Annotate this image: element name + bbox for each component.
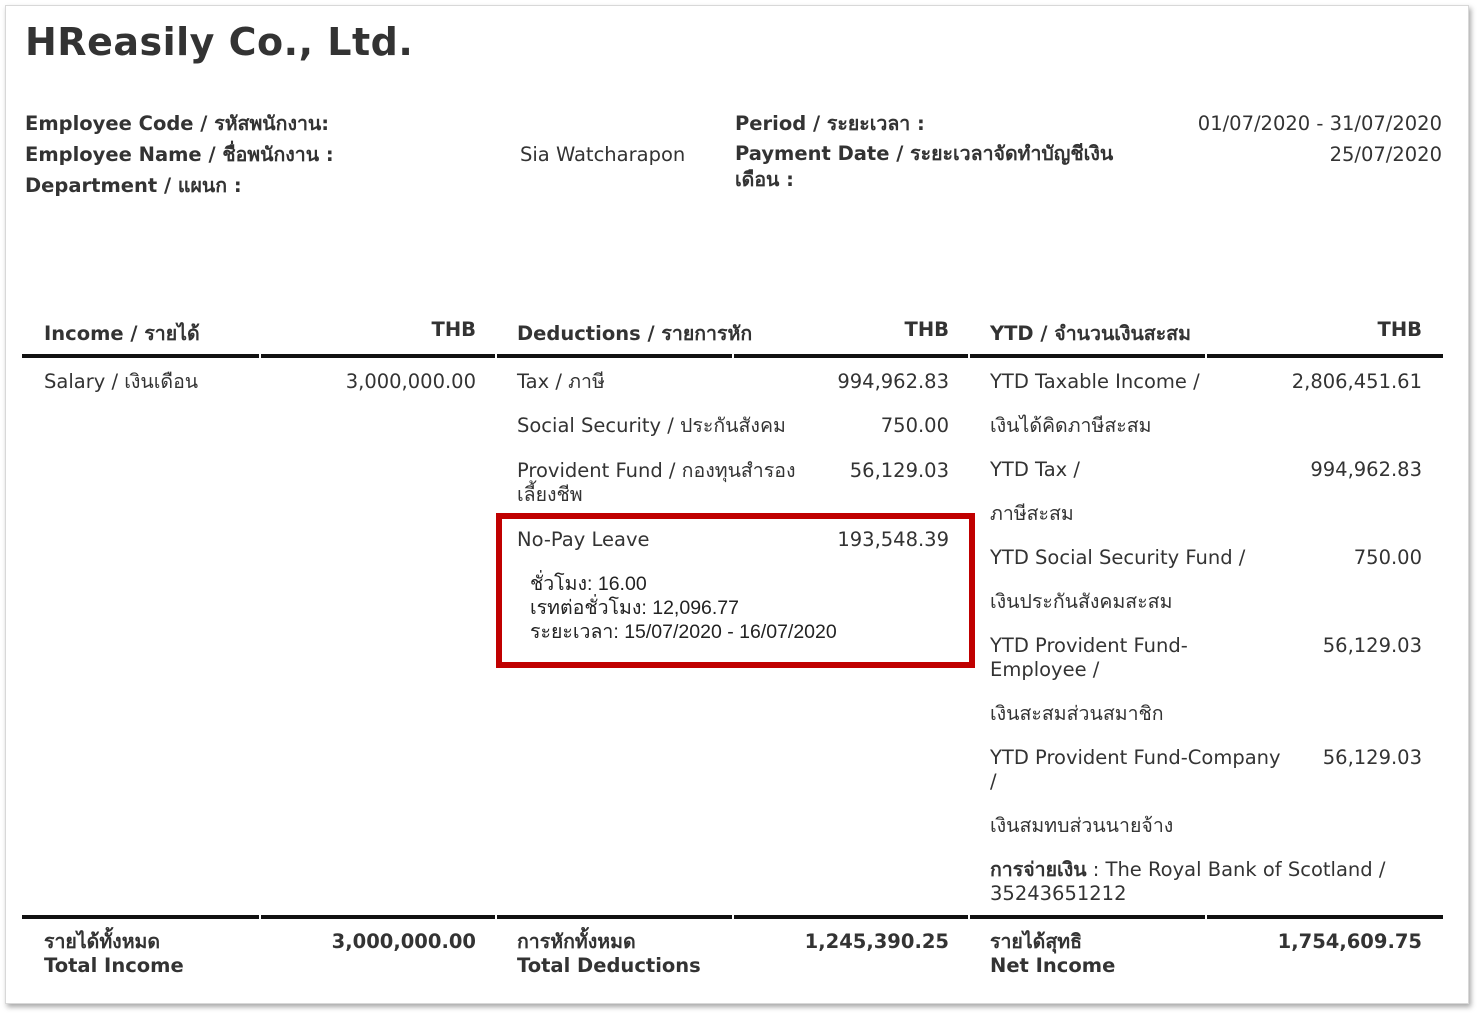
- total-income-label: [44, 930, 184, 978]
- ytd-social-security-label: YTD Social Security Fund /: [990, 546, 1246, 569]
- ytd-provident-company-label-th: เงินสมทบส่วนนายจ้าง: [990, 814, 1174, 837]
- ytd-provident-employee-label-th: เงินสะสมส่วนสมาชิก: [990, 702, 1164, 725]
- ytd-taxable-income-label: YTD Taxable Income /: [990, 370, 1200, 393]
- ytd-header: YTD / จำนวนเงินสะสม: [990, 322, 1191, 345]
- total-deductions-label-en: Total Deductions: [517, 954, 701, 977]
- total-deductions-value: 1,245,390.25: [804, 930, 949, 953]
- period-label: Period / ระยะเวลา :: [735, 112, 925, 135]
- ytd-tax-amount: 994,962.83: [1310, 458, 1422, 481]
- income-item-amount: 3,000,000.00: [345, 370, 476, 393]
- deduction-provident-fund-label-line2: เลี้ยงชีพ: [517, 483, 583, 506]
- deduction-tax-amount: 994,962.83: [837, 370, 949, 393]
- deduction-no-pay-leave-label: No-Pay Leave: [517, 528, 650, 551]
- leave-hourly-rate: เรทต่อชั่วโมง: 12,096.77: [530, 597, 739, 619]
- deduction-provident-fund-label: [517, 459, 795, 507]
- ytd-tax-label: YTD Tax /: [990, 458, 1080, 481]
- total-deductions-label: [517, 930, 701, 978]
- net-income-value: 1,754,609.75: [1277, 930, 1422, 953]
- leave-hours: ชั่วโมง: 16.00: [530, 573, 647, 595]
- deductions-header: Deductions / รายการหัก: [517, 322, 753, 345]
- income-currency-header: THB: [431, 318, 476, 341]
- deduction-tax-label: Tax / ภาษี: [517, 370, 605, 393]
- deduction-provident-fund-label-line1: Provident Fund / กองทุนสำรอง: [517, 459, 796, 482]
- payment-method-label: การจ่ายเงิน: [990, 858, 1087, 881]
- payment-method: [990, 858, 1420, 906]
- ytd-tax-label-th: ภาษีสะสม: [990, 502, 1074, 525]
- company-name: HReasily Co., Ltd.: [25, 20, 414, 64]
- ytd-provident-employee-label-line2: Employee /: [990, 658, 1100, 681]
- leave-date-range: ระยะเวลา: 15/07/2020 - 16/07/2020: [530, 621, 837, 643]
- deduction-social-security-label: Social Security / ประกันสังคม: [517, 414, 786, 437]
- net-income-label-th: รายได้สุทธิ: [990, 930, 1082, 953]
- income-item-label: Salary / เงินเดือน: [44, 370, 199, 393]
- ytd-provident-company-amount: 56,129.03: [1322, 746, 1422, 769]
- ytd-provident-company-label-line1: YTD Provident Fund-Company: [990, 746, 1281, 769]
- period-info: [735, 108, 1175, 193]
- department-label: Department / แผนก :: [25, 174, 242, 197]
- ytd-provident-employee-label: [990, 634, 1188, 682]
- ytd-provident-company-label-line2: /: [990, 770, 997, 793]
- ytd-social-security-amount: 750.00: [1353, 546, 1422, 569]
- payment-account-number: 35243651212: [990, 882, 1127, 905]
- deduction-social-security-amount: 750.00: [880, 414, 949, 437]
- deduction-provident-fund-amount: 56,129.03: [849, 459, 949, 482]
- employee-code-label: Employee Code / รหัสพนักงาน:: [25, 112, 330, 135]
- deductions-currency-header: THB: [904, 318, 949, 341]
- ytd-taxable-income-label-th: เงินได้คิดภาษีสะสม: [990, 414, 1152, 437]
- period-value: 01/07/2020 - 31/07/2020: [1197, 112, 1442, 135]
- no-pay-leave-detail: [530, 572, 837, 644]
- employee-info: [25, 108, 375, 201]
- payment-date-label-line1: Payment Date / ระยะเวลาจัดทำบัญชีเงิน: [735, 142, 1114, 165]
- net-income-label-en: Net Income: [990, 954, 1116, 977]
- ytd-provident-company-label: [990, 746, 1281, 794]
- totals-divider: [22, 915, 1443, 919]
- ytd-provident-employee-amount: 56,129.03: [1322, 634, 1422, 657]
- ytd-taxable-income-amount: 2,806,451.61: [1291, 370, 1422, 393]
- header-divider: [22, 354, 1443, 358]
- net-income-label: [990, 930, 1115, 978]
- ytd-social-security-label-th: เงินประกันสังคมสะสม: [990, 590, 1173, 613]
- employee-name-value: Sia Watcharapon: [520, 143, 686, 166]
- total-income-value: 3,000,000.00: [331, 930, 476, 953]
- payment-date-value: 25/07/2020: [1329, 143, 1442, 166]
- income-header: Income / รายได้: [44, 322, 200, 345]
- ytd-currency-header: THB: [1377, 318, 1422, 341]
- total-deductions-label-th: การหักทั้งหมด: [517, 930, 636, 953]
- deduction-no-pay-leave-amount: 193,548.39: [837, 528, 949, 551]
- payment-date-label-line2: เดือน :: [735, 168, 794, 191]
- total-income-label-th: รายได้ทั้งหมด: [44, 930, 161, 953]
- payment-method-bank: : The Royal Bank of Scotland /: [1086, 858, 1386, 881]
- total-income-label-en: Total Income: [44, 954, 184, 977]
- employee-name-label: Employee Name / ชื่อพนักงาน :: [25, 143, 334, 166]
- period-values: [1198, 108, 1442, 170]
- ytd-provident-employee-label-line1: YTD Provident Fund-: [990, 634, 1188, 657]
